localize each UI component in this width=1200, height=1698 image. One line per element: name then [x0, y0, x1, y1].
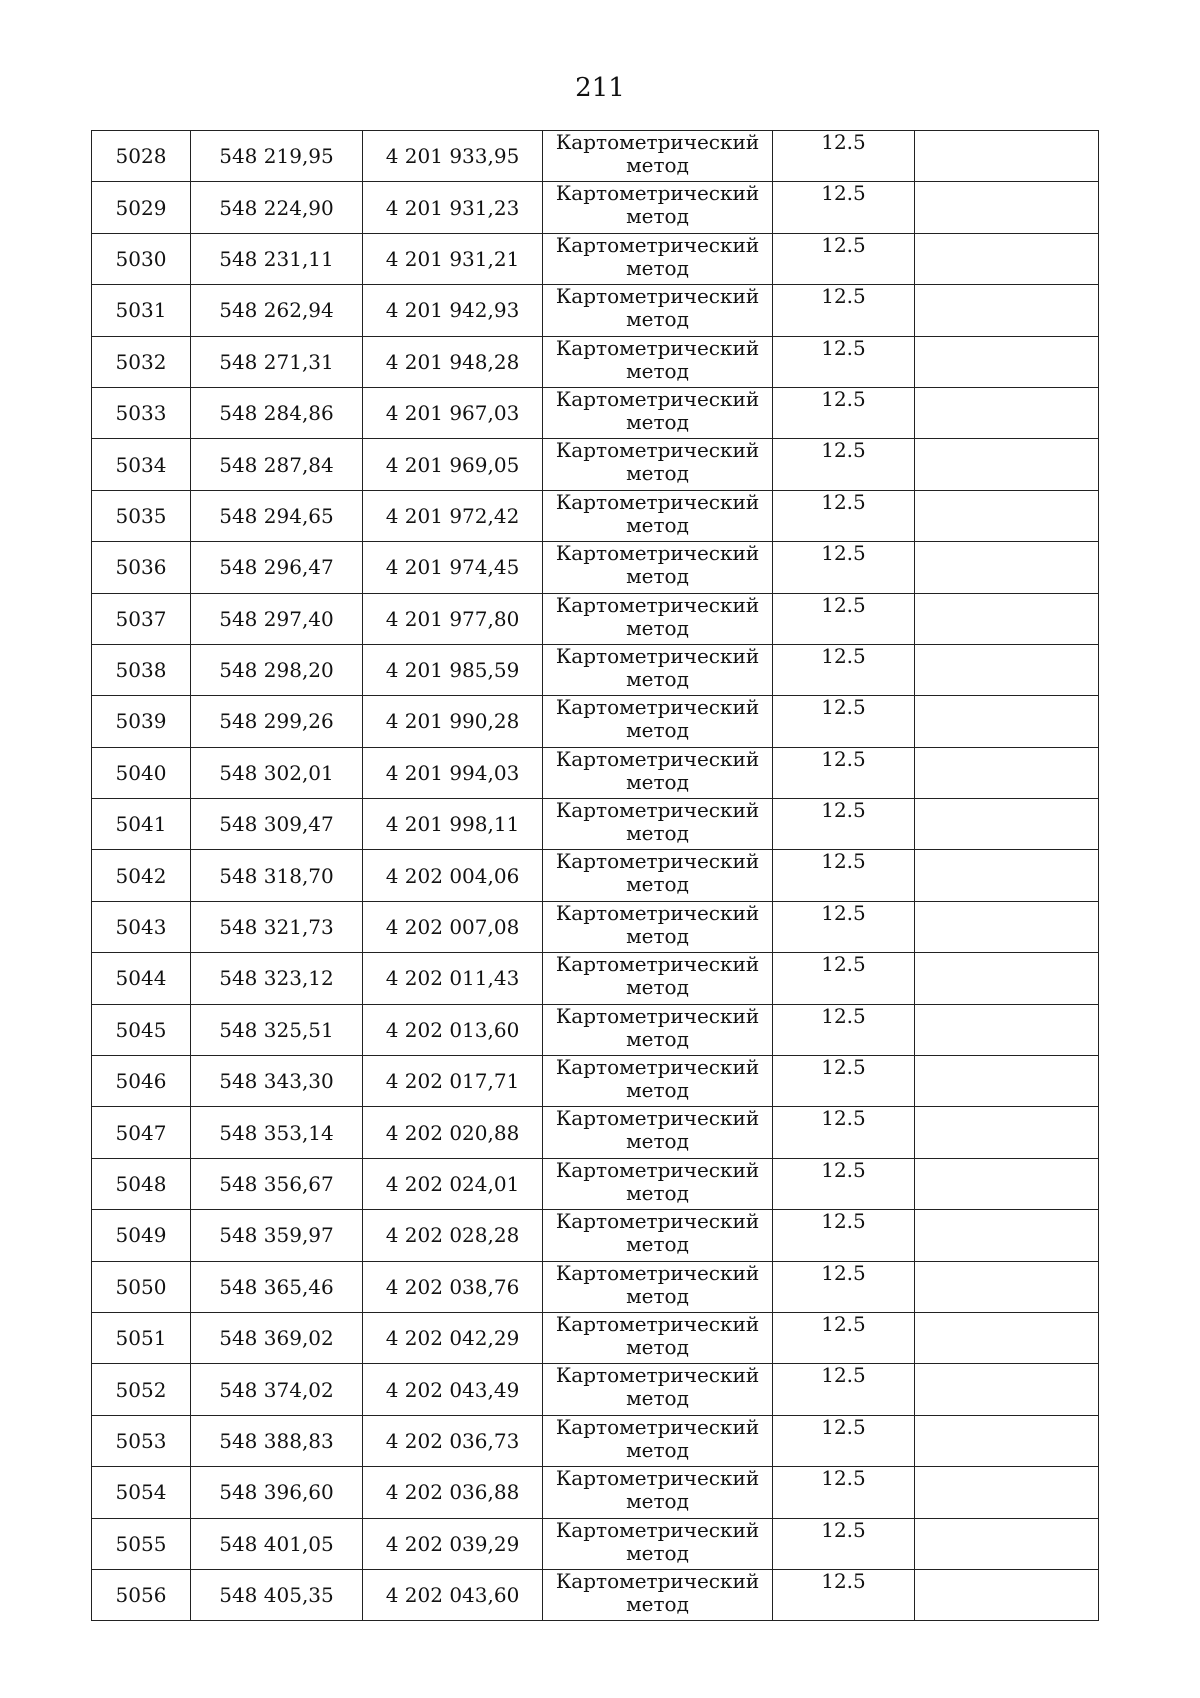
accuracy-cell: 12.5 — [773, 439, 915, 490]
method-line-1: Картометрический — [555, 1004, 760, 1028]
y-coordinate-cell: 4 202 013,60 — [363, 1004, 543, 1055]
method-line-2: метод — [626, 1129, 689, 1154]
point-number-cell: 5038 — [92, 644, 191, 695]
method-cell — [543, 644, 773, 695]
method-line-2: метод — [626, 718, 689, 743]
y-coordinate-cell: 4 202 039,29 — [363, 1518, 543, 1569]
x-coordinate-cell: 548 302,01 — [191, 747, 363, 798]
table-row — [92, 1261, 1099, 1312]
y-coordinate-cell: 4 202 017,71 — [363, 1056, 543, 1107]
method-line-1: Картометрический — [555, 1363, 760, 1388]
table-row — [92, 953, 1099, 1004]
coordinates-table — [91, 130, 1099, 1621]
x-coordinate-cell: 548 219,95 — [191, 131, 363, 182]
point-number-cell: 5047 — [92, 1107, 191, 1158]
method-line-1: Картометрический — [555, 336, 760, 360]
accuracy-cell: 12.5 — [773, 1210, 915, 1261]
empty-cell — [915, 1467, 1099, 1518]
point-number-cell: 5046 — [92, 1056, 191, 1107]
y-coordinate-cell: 4 202 038,76 — [363, 1261, 543, 1312]
empty-cell — [915, 799, 1099, 850]
point-number-cell: 5029 — [92, 182, 191, 233]
method-line-2: метод — [626, 872, 689, 897]
method-line-2: метод — [626, 1026, 689, 1051]
table-row — [92, 1312, 1099, 1363]
point-number-cell: 5044 — [92, 953, 191, 1004]
point-number-cell: 5037 — [92, 593, 191, 644]
method-line-1: Картометрический — [555, 798, 760, 823]
method-line-2: метод — [626, 1437, 689, 1462]
table-row — [92, 901, 1099, 952]
method-cell — [543, 1210, 773, 1261]
method-line-1: Картометрический — [555, 1106, 760, 1131]
method-cell — [543, 1312, 773, 1363]
table-row — [92, 1158, 1099, 1209]
accuracy-cell: 12.5 — [773, 1056, 915, 1107]
x-coordinate-cell: 548 396,60 — [191, 1467, 363, 1518]
empty-cell — [915, 182, 1099, 233]
accuracy-cell: 12.5 — [773, 1569, 915, 1620]
x-coordinate-cell: 548 365,46 — [191, 1261, 363, 1312]
empty-cell — [915, 1210, 1099, 1261]
empty-cell — [915, 593, 1099, 644]
method-line-1: Картометрический — [555, 1518, 760, 1542]
point-number-cell: 5030 — [92, 233, 191, 284]
accuracy-cell: 12.5 — [773, 1415, 915, 1466]
empty-cell — [915, 285, 1099, 336]
method-line-1: Картометрический — [555, 901, 760, 925]
method-cell — [543, 1107, 773, 1158]
accuracy-cell: 12.5 — [773, 901, 915, 952]
empty-cell — [915, 336, 1099, 387]
point-number-cell: 5053 — [92, 1415, 191, 1466]
x-coordinate-cell: 548 321,73 — [191, 901, 363, 952]
method-line-1: Картометрический — [555, 1466, 760, 1491]
method-line-2: метод — [626, 615, 689, 640]
point-number-cell: 5054 — [92, 1467, 191, 1518]
accuracy-cell: 12.5 — [773, 1158, 915, 1209]
point-number-cell: 5028 — [92, 131, 191, 182]
method-line-2: метод — [626, 1180, 689, 1205]
x-coordinate-cell: 548 343,30 — [191, 1056, 363, 1107]
method-line-1: Картометрический — [555, 490, 760, 514]
table-row — [92, 387, 1099, 438]
empty-cell — [915, 850, 1099, 901]
x-coordinate-cell: 548 294,65 — [191, 490, 363, 541]
accuracy-cell: 12.5 — [773, 387, 915, 438]
x-coordinate-cell: 548 298,20 — [191, 644, 363, 695]
point-number-cell: 5034 — [92, 439, 191, 490]
y-coordinate-cell: 4 201 972,42 — [363, 490, 543, 541]
y-coordinate-cell: 4 201 931,21 — [363, 233, 543, 284]
accuracy-cell: 12.5 — [773, 593, 915, 644]
method-line-2: метод — [626, 409, 689, 434]
y-coordinate-cell: 4 201 977,80 — [363, 593, 543, 644]
method-line-1: Картометрический — [555, 541, 760, 566]
point-number-cell: 5048 — [92, 1158, 191, 1209]
x-coordinate-cell: 548 325,51 — [191, 1004, 363, 1055]
method-cell — [543, 1158, 773, 1209]
table-row — [92, 799, 1099, 850]
method-cell — [543, 490, 773, 541]
x-coordinate-cell: 548 262,94 — [191, 285, 363, 336]
empty-cell — [915, 542, 1099, 593]
y-coordinate-cell: 4 202 004,06 — [363, 850, 543, 901]
method-line-1: Картометрический — [555, 284, 760, 309]
accuracy-cell: 12.5 — [773, 1467, 915, 1518]
y-coordinate-cell: 4 201 994,03 — [363, 747, 543, 798]
accuracy-cell: 12.5 — [773, 1364, 915, 1415]
point-number-cell: 5042 — [92, 850, 191, 901]
x-coordinate-cell: 548 271,31 — [191, 336, 363, 387]
method-cell — [543, 901, 773, 952]
accuracy-cell: 12.5 — [773, 182, 915, 233]
empty-cell — [915, 1107, 1099, 1158]
empty-cell — [915, 233, 1099, 284]
method-cell — [543, 131, 773, 182]
point-number-cell: 5052 — [92, 1364, 191, 1415]
method-cell — [543, 850, 773, 901]
point-number-cell: 5050 — [92, 1261, 191, 1312]
accuracy-cell: 12.5 — [773, 542, 915, 593]
point-number-cell: 5035 — [92, 490, 191, 541]
empty-cell — [915, 696, 1099, 747]
x-coordinate-cell: 548 374,02 — [191, 1364, 363, 1415]
method-line-1: Картометрический — [555, 1158, 760, 1182]
empty-cell — [915, 1518, 1099, 1569]
table-row — [92, 542, 1099, 593]
accuracy-cell: 12.5 — [773, 1518, 915, 1569]
point-number-cell: 5056 — [92, 1569, 191, 1620]
accuracy-cell: 12.5 — [773, 850, 915, 901]
method-cell — [543, 1415, 773, 1466]
point-number-cell: 5033 — [92, 387, 191, 438]
table-row — [92, 131, 1099, 182]
y-coordinate-cell: 4 202 043,60 — [363, 1569, 543, 1620]
x-coordinate-cell: 548 299,26 — [191, 696, 363, 747]
table-row — [92, 490, 1099, 541]
point-number-cell: 5041 — [92, 799, 191, 850]
method-line-2: метод — [626, 461, 689, 486]
table-row — [92, 1467, 1099, 1518]
method-line-2: метод — [626, 769, 689, 794]
method-cell — [543, 439, 773, 490]
method-cell — [543, 799, 773, 850]
x-coordinate-cell: 548 369,02 — [191, 1312, 363, 1363]
x-coordinate-cell: 548 401,05 — [191, 1518, 363, 1569]
point-number-cell: 5051 — [92, 1312, 191, 1363]
method-line-1: Картометрический — [555, 438, 760, 463]
method-line-1: Картометрический — [555, 644, 760, 668]
accuracy-cell: 12.5 — [773, 953, 915, 1004]
method-cell — [543, 953, 773, 1004]
table-row — [92, 336, 1099, 387]
y-coordinate-cell: 4 201 948,28 — [363, 336, 543, 387]
method-line-1: Картометрический — [555, 593, 760, 617]
empty-cell — [915, 1415, 1099, 1466]
table-row — [92, 1056, 1099, 1107]
accuracy-cell: 12.5 — [773, 799, 915, 850]
point-number-cell: 5040 — [92, 747, 191, 798]
table-row — [92, 439, 1099, 490]
y-coordinate-cell: 4 201 967,03 — [363, 387, 543, 438]
empty-cell — [915, 747, 1099, 798]
method-line-1: Картометрический — [555, 233, 760, 257]
method-cell — [543, 285, 773, 336]
x-coordinate-cell: 548 296,47 — [191, 542, 363, 593]
method-line-1: Картометрический — [555, 387, 760, 411]
method-line-2: метод — [626, 923, 689, 948]
point-number-cell: 5031 — [92, 285, 191, 336]
method-line-1: Картометрический — [555, 1261, 760, 1285]
table-row — [92, 1518, 1099, 1569]
table-row — [92, 1004, 1099, 1055]
method-line-2: метод — [626, 1283, 689, 1308]
table-row — [92, 182, 1099, 233]
method-line-2: метод — [626, 1386, 689, 1411]
empty-cell — [915, 387, 1099, 438]
point-number-cell: 5055 — [92, 1518, 191, 1569]
accuracy-cell: 12.5 — [773, 285, 915, 336]
accuracy-cell: 12.5 — [773, 336, 915, 387]
method-line-1: Картометрический — [555, 1209, 760, 1234]
empty-cell — [915, 901, 1099, 952]
page-number: 211 — [575, 73, 625, 103]
method-line-1: Картометрический — [555, 1415, 760, 1439]
x-coordinate-cell: 548 353,14 — [191, 1107, 363, 1158]
x-coordinate-cell: 548 284,86 — [191, 387, 363, 438]
point-number-cell: 5039 — [92, 696, 191, 747]
empty-cell — [915, 1158, 1099, 1209]
x-coordinate-cell: 548 318,70 — [191, 850, 363, 901]
y-coordinate-cell: 4 202 028,28 — [363, 1210, 543, 1261]
table-row — [92, 1107, 1099, 1158]
table-row — [92, 233, 1099, 284]
accuracy-cell: 12.5 — [773, 696, 915, 747]
point-number-cell: 5049 — [92, 1210, 191, 1261]
accuracy-cell: 12.5 — [773, 233, 915, 284]
y-coordinate-cell: 4 202 020,88 — [363, 1107, 543, 1158]
method-line-2: метод — [626, 975, 689, 1000]
method-cell — [543, 1364, 773, 1415]
point-number-cell: 5045 — [92, 1004, 191, 1055]
method-cell — [543, 1056, 773, 1107]
x-coordinate-cell: 548 231,11 — [191, 233, 363, 284]
table-row — [92, 747, 1099, 798]
empty-cell — [915, 131, 1099, 182]
table-row — [92, 1210, 1099, 1261]
method-line-1: Картометрический — [555, 130, 760, 154]
method-line-1: Картометрический — [555, 849, 760, 874]
method-line-1: Картометрический — [555, 747, 760, 771]
empty-cell — [915, 1569, 1099, 1620]
y-coordinate-cell: 4 202 036,73 — [363, 1415, 543, 1466]
y-coordinate-cell: 4 201 998,11 — [363, 799, 543, 850]
x-coordinate-cell: 548 405,35 — [191, 1569, 363, 1620]
y-coordinate-cell: 4 202 011,43 — [363, 953, 543, 1004]
method-line-2: метод — [626, 1334, 689, 1359]
accuracy-cell: 12.5 — [773, 1107, 915, 1158]
table-row — [92, 644, 1099, 695]
method-line-1: Картометрический — [555, 1312, 760, 1336]
table-row — [92, 593, 1099, 644]
y-coordinate-cell: 4 201 931,23 — [363, 182, 543, 233]
method-line-2: метод — [626, 358, 689, 383]
method-line-2: метод — [626, 1232, 689, 1257]
method-line-2: метод — [626, 204, 689, 229]
y-coordinate-cell: 4 202 043,49 — [363, 1364, 543, 1415]
y-coordinate-cell: 4 201 985,59 — [363, 644, 543, 695]
method-cell — [543, 1261, 773, 1312]
method-cell — [543, 233, 773, 284]
y-coordinate-cell: 4 201 933,95 — [363, 131, 543, 182]
method-line-2: метод — [626, 821, 689, 846]
accuracy-cell: 12.5 — [773, 131, 915, 182]
empty-cell — [915, 1312, 1099, 1363]
empty-cell — [915, 644, 1099, 695]
method-line-2: метод — [626, 1591, 689, 1616]
accuracy-cell: 12.5 — [773, 644, 915, 695]
method-cell — [543, 1569, 773, 1620]
x-coordinate-cell: 548 323,12 — [191, 953, 363, 1004]
x-coordinate-cell: 548 224,90 — [191, 182, 363, 233]
x-coordinate-cell: 548 287,84 — [191, 439, 363, 490]
method-cell — [543, 1004, 773, 1055]
point-number-cell: 5036 — [92, 542, 191, 593]
method-line-2: метод — [626, 1489, 689, 1514]
method-cell — [543, 387, 773, 438]
table-row — [92, 285, 1099, 336]
accuracy-cell: 12.5 — [773, 490, 915, 541]
x-coordinate-cell: 548 297,40 — [191, 593, 363, 644]
y-coordinate-cell: 4 202 042,29 — [363, 1312, 543, 1363]
x-coordinate-cell: 548 356,67 — [191, 1158, 363, 1209]
x-coordinate-cell: 548 359,97 — [191, 1210, 363, 1261]
method-line-2: метод — [626, 666, 689, 691]
y-coordinate-cell: 4 202 036,88 — [363, 1467, 543, 1518]
y-coordinate-cell: 4 202 007,08 — [363, 901, 543, 952]
empty-cell — [915, 1004, 1099, 1055]
empty-cell — [915, 953, 1099, 1004]
method-line-2: метод — [626, 255, 689, 280]
x-coordinate-cell: 548 309,47 — [191, 799, 363, 850]
empty-cell — [915, 1261, 1099, 1312]
method-cell — [543, 593, 773, 644]
method-line-1: Картометрический — [555, 1055, 760, 1080]
empty-cell — [915, 1364, 1099, 1415]
coordinates-table-body — [92, 131, 1099, 1621]
accuracy-cell: 12.5 — [773, 747, 915, 798]
y-coordinate-cell: 4 201 942,93 — [363, 285, 543, 336]
method-line-1: Картометрический — [555, 952, 760, 977]
point-number-cell: 5043 — [92, 901, 191, 952]
method-line-1: Картометрический — [555, 181, 760, 206]
y-coordinate-cell: 4 201 990,28 — [363, 696, 543, 747]
table-row — [92, 1569, 1099, 1620]
point-number-cell: 5032 — [92, 336, 191, 387]
empty-cell — [915, 490, 1099, 541]
method-line-2: метод — [626, 153, 689, 177]
method-cell — [543, 1467, 773, 1518]
method-line-2: метод — [626, 1078, 689, 1103]
table-row — [92, 696, 1099, 747]
method-line-2: метод — [626, 564, 689, 589]
method-cell — [543, 542, 773, 593]
table-row — [92, 1364, 1099, 1415]
method-line-1: Картометрический — [555, 1569, 760, 1593]
method-cell — [543, 747, 773, 798]
empty-cell — [915, 439, 1099, 490]
y-coordinate-cell: 4 202 024,01 — [363, 1158, 543, 1209]
accuracy-cell: 12.5 — [773, 1261, 915, 1312]
method-cell — [543, 336, 773, 387]
y-coordinate-cell: 4 201 969,05 — [363, 439, 543, 490]
accuracy-cell: 12.5 — [773, 1004, 915, 1055]
method-line-2: метод — [626, 1540, 689, 1565]
method-cell — [543, 1518, 773, 1569]
method-line-2: метод — [626, 512, 689, 537]
method-cell — [543, 182, 773, 233]
method-line-2: метод — [626, 307, 689, 332]
y-coordinate-cell: 4 201 974,45 — [363, 542, 543, 593]
method-line-1: Картометрический — [555, 695, 760, 720]
table-row — [92, 1415, 1099, 1466]
accuracy-cell: 12.5 — [773, 1312, 915, 1363]
empty-cell — [915, 1056, 1099, 1107]
x-coordinate-cell: 548 388,83 — [191, 1415, 363, 1466]
table-row — [92, 850, 1099, 901]
method-cell — [543, 696, 773, 747]
